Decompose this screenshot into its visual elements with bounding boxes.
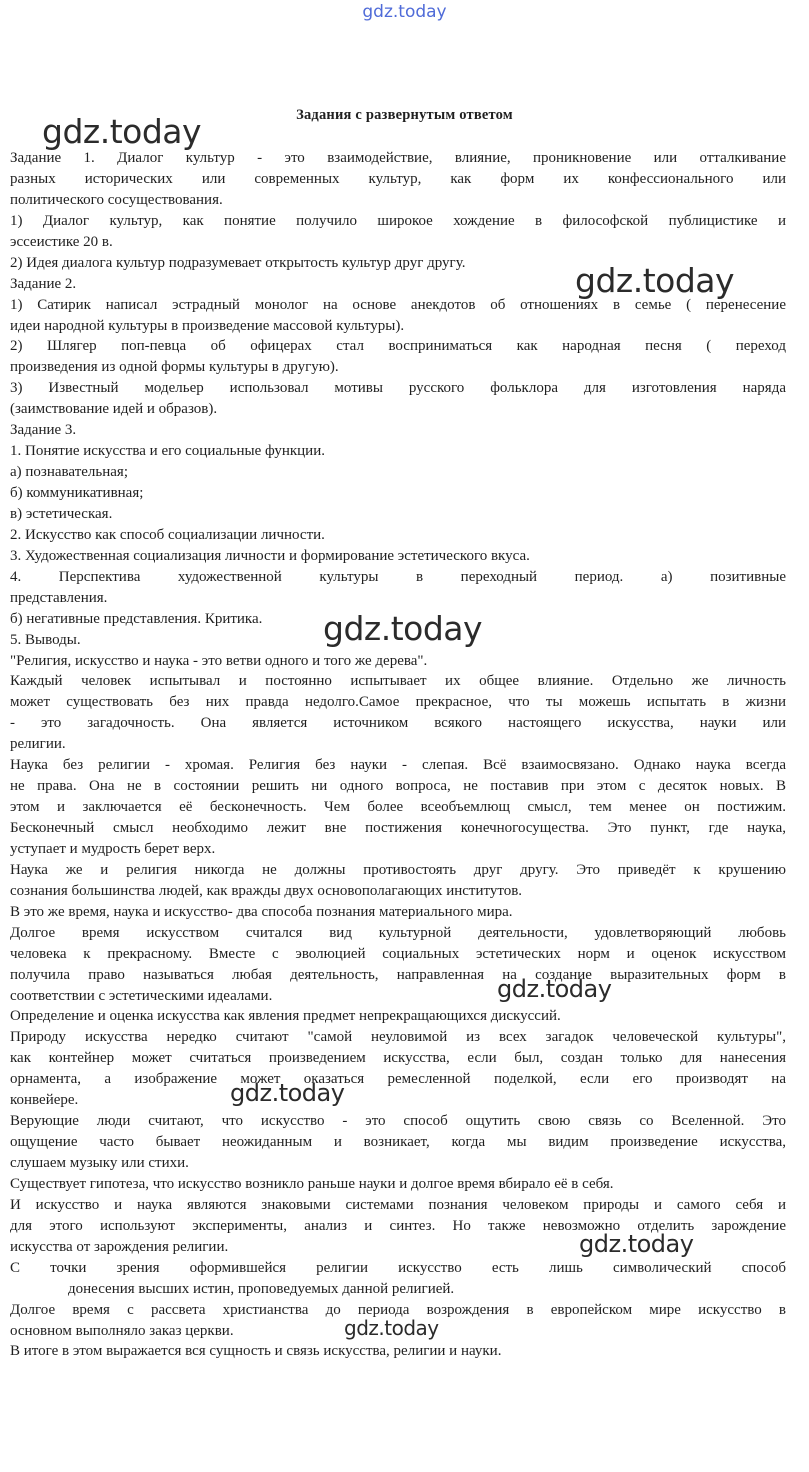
text-line: Долгое время с рассвета христианства до периода возрождения в европейском мире искусство в	[10, 1301, 786, 1318]
text-line: в) эстетическая.	[10, 505, 113, 522]
text-line: произведения из одной формы культуры в другую).	[10, 359, 339, 376]
watermark: gdz.today	[42, 112, 202, 151]
text-line: Определение и оценка искусства как явления предмет непрекращающихся дискуссий.	[10, 1008, 561, 1025]
text-line: донесения высших истин, проповедуемых данной религией.	[68, 1280, 455, 1297]
text-line: Наука же и религия никогда не должны противостоять друг другу. Это приведёт к крушению	[10, 861, 786, 878]
text-line: И искусство и наука являются знаковыми системами познания человеком природы и самого себя и	[10, 1196, 786, 1213]
text-line: 1) Диалог культур, как понятие получило широкое хождение в философской публицистике и	[10, 212, 786, 229]
text-line: эссеистике 20 в.	[10, 233, 113, 250]
text-line: идеи народной культуры в произведение массовой культуры).	[10, 317, 405, 334]
watermark: gdz.today	[497, 975, 612, 1003]
watermark: gdz.today	[344, 1316, 439, 1340]
text-line: может существовать без них правда недолго.Самое прекрасное, что ты можешь испытать в жизни	[10, 694, 786, 711]
text-line: сознания большинства людей, как вражды двух основополагающих институтов.	[10, 882, 523, 899]
text-line: Задание 1. Диалог культур - это взаимодействие, влияние, проникновение или отталкивание	[10, 150, 786, 166]
text-line: 2) Шлягер поп-певца об офицерах стал восприниматься как народная песня ( переход	[10, 338, 786, 355]
text-line: 1. Понятие искусства и его социальные функции.	[10, 443, 325, 460]
watermark: gdz.today	[323, 609, 483, 648]
text-line: В это же время, наука и искусство- два способа познания материального мира.	[10, 903, 513, 920]
text-line: 2. Искусство как способ социализации личности.	[10, 526, 325, 543]
text-line: политического сосуществования.	[10, 191, 223, 208]
text-line: Каждый человек испытывал и постоянно испытывает их общее влияние. Отдельно же личность	[10, 673, 786, 690]
text-line: орнамента, а изображение может оказаться ремесленной поделкой, если его производят на	[10, 1071, 786, 1088]
text-line: основном выполняло заказ церкви.	[10, 1322, 234, 1339]
text-line: как контейнер может считаться произведением искусства, если был, создан только для нанесения	[10, 1050, 786, 1067]
text-line: б) негативные представления. Критика.	[10, 610, 263, 627]
text-line: "Религия, искусство и наука - это ветви одного и того же дерева".	[10, 652, 428, 669]
text-line: (заимствование идей и образов).	[10, 401, 218, 418]
text-line: 3) Известный модельер использовал мотивы русского фольклора для изготовления наряда	[10, 380, 786, 397]
watermark: gdz.today	[230, 1079, 345, 1107]
text-line: искусства от зарождения религии.	[10, 1238, 229, 1255]
text-line: разных исторических или современных культур, как форм их конфессионального или	[10, 170, 786, 187]
text-line: соответствии с эстетическими идеалами.	[10, 987, 273, 1004]
text-line: слушаем музыку или стихи.	[10, 1155, 189, 1171]
document-title: Задания с развернутым ответом	[296, 107, 513, 123]
text-line: 3. Художественная социализация личности и формирование эстетического вкуса.	[10, 547, 530, 564]
watermark: gdz.today	[579, 1230, 694, 1258]
text-line: Задание 3.	[10, 422, 77, 439]
text-line: Существует гипотеза, что искусство возникло раньше науки и долгое время вбирало её в себя.	[10, 1175, 614, 1192]
text-line: ощущение часто бывает неожиданным и возникает, когда мы видим произведение искусства,	[10, 1134, 786, 1151]
top-watermark: gdz.today	[362, 2, 447, 22]
text-line: Наука без религии - хромая. Религия без науки - слепая. Всё взаимосвязано. Однако наука всегда	[10, 757, 786, 774]
text-line: для этого используют эксперименты, анализ и синтез. Но также невозможно отделить зарождение	[10, 1217, 786, 1234]
text-line: Бесконечный смысл необходимо лежит вне постижения конечногосущества. Это пункт, где наука,	[10, 820, 786, 836]
text-line: получила право называться любая деятельность, направленная на создание выразительных форм в	[10, 966, 786, 983]
document-body	[10, 148, 786, 1362]
text-line: Задание 2.	[10, 275, 77, 292]
text-line: Природу искусства нередко считают "самой неуловимой из всех загадок человеческой культуры",	[10, 1029, 786, 1046]
text-line: б) коммуникативная;	[10, 485, 144, 501]
text-line: уступает и мудрость берет верх.	[10, 840, 216, 857]
text-line: Верующие люди считают, что искусство - это способ ощутить свою связь со Вселенной. Это	[10, 1113, 786, 1130]
text-line: не права. Она не в состоянии решить ни одного вопроса, не поставив при этом с десяток новых. В	[10, 778, 786, 795]
text-line: - это загадочность. Она является источником всякого настоящего искусства, науки или	[10, 715, 786, 732]
text-line: этом и заключается её бесконечность. Чем более всеобъемлющ смысл, тем менее он постижим.	[10, 799, 786, 816]
text-line: 5. Выводы.	[10, 631, 81, 648]
text-line: С точки зрения оформившейся религии искусство есть лишь символический способ	[10, 1259, 786, 1276]
text-line: 2) Идея диалога культур подразумевает открытость культур друг другу.	[10, 254, 466, 271]
text-line: а) познавательная;	[10, 464, 128, 481]
watermark: gdz.today	[575, 261, 735, 300]
text-line: конвейере.	[10, 1092, 79, 1109]
text-line: представления.	[10, 589, 108, 606]
text-line: религии.	[10, 736, 66, 753]
text-line: В итоге в этом выражается вся сущность и связь искусства, религии и науки.	[10, 1343, 502, 1360]
text-line: человека к прекрасному. Вместе с эволюцией социальных эстетических норм и оценок искусством	[10, 945, 786, 962]
text-line: Долгое время искусством считался вид культурной деятельности, удовлетворяющий любовь	[10, 924, 786, 941]
text-line: 4. Перспектива художественной культуры в переходный период. а) позитивные	[10, 568, 786, 585]
text-line: 1) Сатирик написал эстрадный монолог на основе анекдотов об отношениях в семье ( перенесение	[10, 296, 786, 313]
